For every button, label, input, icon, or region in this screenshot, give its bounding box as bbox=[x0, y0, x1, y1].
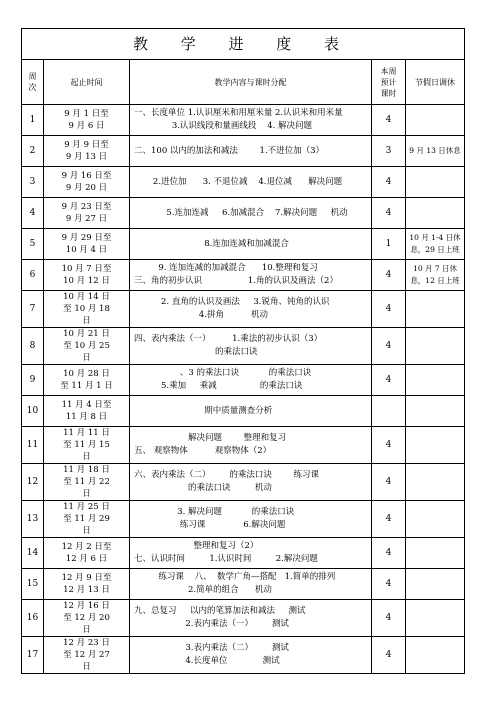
header-hours: 本周 预计 课时 bbox=[372, 60, 406, 105]
table-row bbox=[22, 464, 465, 501]
week-number: 5 bbox=[22, 229, 44, 260]
header-holiday: 节假日调休 bbox=[406, 60, 465, 105]
holiday-note: 10 月 7 日休 息，12 日上班 bbox=[406, 260, 465, 291]
date-range: 10 月 7 日至 10 月 12 日 bbox=[44, 260, 130, 291]
week-number: 3 bbox=[22, 167, 44, 198]
holiday-note bbox=[406, 198, 465, 229]
table-row bbox=[22, 105, 465, 136]
lesson-content: 2.进位加 3. 不退位减 4.退位减 解决问题 bbox=[130, 167, 372, 198]
date-range: 11 月 4 日至 11 月 8 日 bbox=[44, 396, 130, 427]
planned-hours: 4 bbox=[372, 464, 406, 501]
planned-hours: 4 bbox=[372, 291, 406, 328]
week-number: 4 bbox=[22, 198, 44, 229]
holiday-note bbox=[406, 328, 465, 365]
holiday-note bbox=[406, 167, 465, 198]
lesson-content: 整理和复习（2） 七、认识时间 1.认识时间 2.解决问题 bbox=[130, 538, 372, 569]
lesson-content: 8.连加连减和加减混合 bbox=[130, 229, 372, 260]
planned-hours: 4 bbox=[372, 427, 406, 464]
holiday-note bbox=[406, 464, 465, 501]
date-range: 9 月 23 日至 9 月 27 日 bbox=[44, 198, 130, 229]
schedule-rows bbox=[22, 105, 465, 674]
planned-hours: 1 bbox=[372, 229, 406, 260]
schedule-sheet bbox=[21, 28, 464, 674]
planned-hours: 4 bbox=[372, 501, 406, 538]
lesson-content: 六、表内乘法（二） 的乘法口诀 练习课 的乘法口诀 机动 bbox=[130, 464, 372, 501]
table-row bbox=[22, 136, 465, 167]
holiday-note bbox=[406, 427, 465, 464]
table-row bbox=[22, 365, 465, 396]
date-range: 9 月 29 日至 10 月 4 日 bbox=[44, 229, 130, 260]
lesson-content: 一、长度单位 1.认识厘米和用厘米量 2.认识米和用米量 3.认识线段和量画线段 4. 解决问题 bbox=[130, 105, 372, 136]
planned-hours: 4 bbox=[372, 600, 406, 637]
lesson-content: 二、100 以内的加法和减法 1.不进位加（3） bbox=[130, 136, 372, 167]
week-number: 15 bbox=[22, 569, 44, 600]
date-range: 11 月 25 日 至 11 月 29 日 bbox=[44, 501, 130, 538]
holiday-note: 10 月 1-4 日休 息，29 日上班 bbox=[406, 229, 465, 260]
holiday-note bbox=[406, 569, 465, 600]
date-range: 12 月 9 日至 12 月 13 日 bbox=[44, 569, 130, 600]
week-number: 11 bbox=[22, 427, 44, 464]
date-range: 9 月 1 日至 9 月 6 日 bbox=[44, 105, 130, 136]
week-number: 17 bbox=[22, 637, 44, 674]
week-number: 16 bbox=[22, 600, 44, 637]
lesson-content: 5.连加连减 6.加减混合 7.解决问题 机动 bbox=[130, 198, 372, 229]
date-range: 10 月 28 日 至 11 月 1 日 bbox=[44, 365, 130, 396]
lesson-content: 练习课 八、 数学广角—搭配 1.简单的排列 2.简单的组合 机动 bbox=[130, 569, 372, 600]
holiday-note bbox=[406, 538, 465, 569]
lesson-content: 3. 解决问题 的乘法口诀 练习课 6.解决问题 bbox=[130, 501, 372, 538]
week-number: 10 bbox=[22, 396, 44, 427]
holiday-note bbox=[406, 105, 465, 136]
week-number: 8 bbox=[22, 328, 44, 365]
date-range: 11 月 11 日 至 11 月 15 日 bbox=[44, 427, 130, 464]
table-row bbox=[22, 501, 465, 538]
table-row bbox=[22, 637, 465, 674]
holiday-note bbox=[406, 600, 465, 637]
table-row bbox=[22, 538, 465, 569]
planned-hours: 4 bbox=[372, 569, 406, 600]
lesson-content: 3.表内乘法（二） 测试 4.长度单位 测试 bbox=[130, 637, 372, 674]
week-number: 7 bbox=[22, 291, 44, 328]
header-week: 周 次 bbox=[22, 60, 44, 105]
week-number: 9 bbox=[22, 365, 44, 396]
date-range: 12 月 23 日 至 12 月 27 日 bbox=[44, 637, 130, 674]
date-range: 9 月 9 日至 9 月 13 日 bbox=[44, 136, 130, 167]
holiday-note bbox=[406, 396, 465, 427]
week-number: 1 bbox=[22, 105, 44, 136]
table-row bbox=[22, 396, 465, 427]
table-row bbox=[22, 328, 465, 365]
planned-hours: 4 bbox=[372, 328, 406, 365]
planned-hours: 4 bbox=[372, 365, 406, 396]
lesson-content: 解决问题 整理和复习 五、 观察物体 观察物体（2） bbox=[130, 427, 372, 464]
table-row bbox=[22, 198, 465, 229]
table-row bbox=[22, 229, 465, 260]
week-number: 12 bbox=[22, 464, 44, 501]
planned-hours: 4 bbox=[372, 260, 406, 291]
date-range: 10 月 21 日 至 10 月 25 日 bbox=[44, 328, 130, 365]
table-row bbox=[22, 427, 465, 464]
planned-hours: 4 bbox=[372, 538, 406, 569]
lesson-content: 期中质量测查分析 bbox=[130, 396, 372, 427]
week-number: 13 bbox=[22, 501, 44, 538]
table-row bbox=[22, 569, 465, 600]
lesson-content: 2. 直角的认识及画法 3.锐角、钝角的认识 4.拼角 机动 bbox=[130, 291, 372, 328]
holiday-note bbox=[406, 291, 465, 328]
week-number: 6 bbox=[22, 260, 44, 291]
lesson-content: 九、总复习 以内的笔算加法和减法 测试 2.表内乘法（一） 测试 bbox=[130, 600, 372, 637]
planned-hours bbox=[372, 396, 406, 427]
date-range: 11 月 18 日 至 11 月 22 日 bbox=[44, 464, 130, 501]
header-row bbox=[22, 60, 465, 105]
week-number: 14 bbox=[22, 538, 44, 569]
date-range: 9 月 16 日至 9 月 20 日 bbox=[44, 167, 130, 198]
planned-hours: 4 bbox=[372, 167, 406, 198]
lesson-content: 、3 的乘法口诀 的乘法口诀 5.乘加 乘减 的乘法口诀 bbox=[130, 365, 372, 396]
lesson-content: 四、表内乘法（一） 1.乘法的初步认识（3） 的乘法口诀 bbox=[130, 328, 372, 365]
planned-hours: 4 bbox=[372, 105, 406, 136]
header-content: 教学内容与课时分配 bbox=[130, 60, 372, 105]
holiday-note bbox=[406, 501, 465, 538]
date-range: 10 月 14 日 至 10 月 18 日 bbox=[44, 291, 130, 328]
holiday-note: 9 月 13 日休息 bbox=[406, 136, 465, 167]
table-row bbox=[22, 600, 465, 637]
planned-hours: 3 bbox=[372, 136, 406, 167]
holiday-note bbox=[406, 365, 465, 396]
date-range: 12 月 16 日 至 12 月 20 日 bbox=[44, 600, 130, 637]
table-row bbox=[22, 291, 465, 328]
table-title: 教 学 进 度 表 bbox=[22, 29, 465, 60]
week-number: 2 bbox=[22, 136, 44, 167]
holiday-note bbox=[406, 637, 465, 674]
schedule-table bbox=[21, 28, 465, 674]
table-row bbox=[22, 260, 465, 291]
planned-hours: 4 bbox=[372, 637, 406, 674]
header-dates: 起止时间 bbox=[44, 60, 130, 105]
date-range: 12 月 2 日至 12 月 6 日 bbox=[44, 538, 130, 569]
lesson-content: 9. 连加连减的加减混合 10.整理和复习 三、角的初步认识 1.角的认识及画法（2） bbox=[130, 260, 372, 291]
table-row bbox=[22, 167, 465, 198]
planned-hours: 4 bbox=[372, 198, 406, 229]
